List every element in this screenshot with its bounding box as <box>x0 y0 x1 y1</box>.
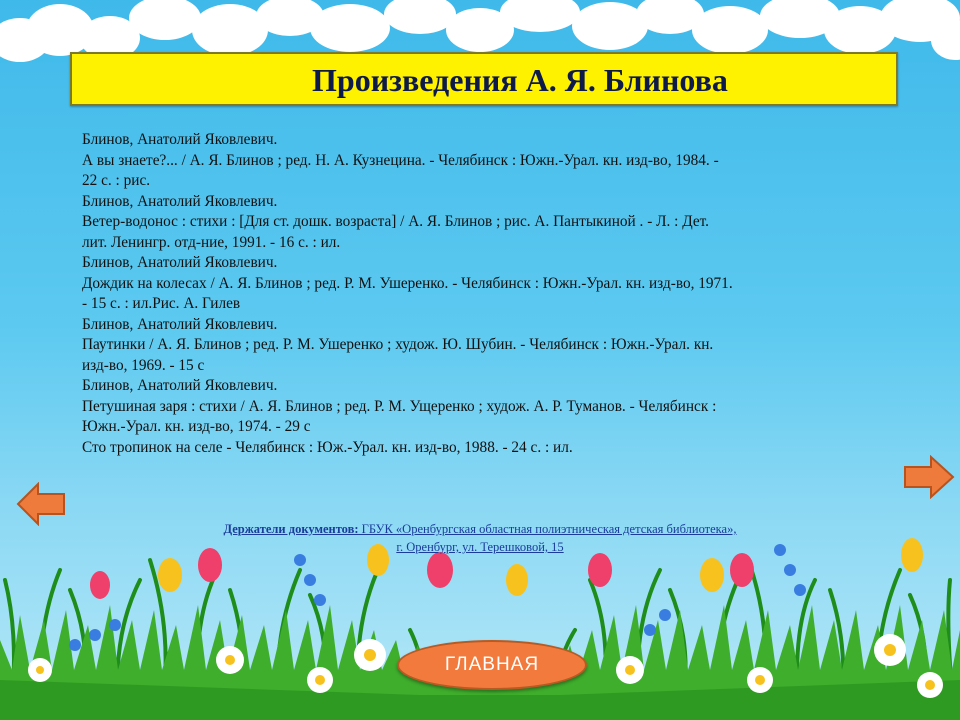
record-line: Дождик на колесах / А. Я. Блинов ; ред. Р. М. Ушеренко. - Челябинск : Южн.-Урал. кн. изд-во, 1971. <box>82 274 733 292</box>
record-line: изд-во, 1969. - 15 с <box>82 356 205 374</box>
document-holders <box>110 520 850 556</box>
bibliography-list <box>82 130 882 458</box>
record-line: Блинов, Анатолий Яковлевич. <box>82 254 278 271</box>
record-line: Сто тропинок на селе - Челябинск : Юж.-Урал. кн. изд-во, 1988. - 24 с. : ил. <box>82 438 573 456</box>
prev-slide-button[interactable] <box>16 482 66 526</box>
page-title: Произведения А. Я. Блинова <box>312 62 728 98</box>
record-line: Блинов, Анатолий Яковлевич. <box>82 315 278 333</box>
title-banner <box>70 52 898 106</box>
record-line: Блинов, Анатолий Яковлевич. <box>82 192 278 210</box>
home-button-label: ГЛАВНАЯ <box>444 654 540 675</box>
record-line: Блинов, Анатолий Яковлевич. <box>82 131 278 148</box>
holders-address-link[interactable]: г. Оренбург, ул. Терешковой, 15 <box>396 540 564 554</box>
home-button[interactable] <box>397 640 587 690</box>
record-line: А вы знаете?... / А. Я. Блинов ; ред. Н. А. Кузнецина. - Челябинск : Южн.-Урал. кн. изд-во, 1984. - <box>82 151 719 169</box>
record-line: Южн.-Урал. кн. изд-во, 1974. - 29 с <box>82 418 311 435</box>
next-slide-button[interactable] <box>903 455 955 499</box>
record-line: - 15 с. : ил.Рис. А. Гилев <box>82 295 241 312</box>
record-line: Ветер-водонос : стихи : [Для ст. дошк. возраста] / А. Я. Блинов ; рис. А. Пантыкиной . - Л. : Дет. <box>82 213 709 230</box>
arrow-right-icon <box>905 457 953 497</box>
arrow-left-icon <box>18 484 64 524</box>
record-line: Паутинки / А. Я. Блинов ; ред. Р. М. Ушеренко ; худож. Ю. Шубин. - Челябинск : Южн.-Урал. кн. <box>82 336 714 353</box>
record-line: Петушиная заря : стихи / А. Я. Блинов ; ред. Р. М. Ущеренко ; худож. А. Р. Туманов. - Челябинск : <box>82 397 717 415</box>
holders-label: Держатели документов: <box>223 522 359 536</box>
record-line: 22 с. : рис. <box>82 172 151 189</box>
holders-org-link[interactable]: ГБУК «Оренбургская областная полиэтническая детская библиотека», <box>358 522 737 536</box>
record-line: лит. Ленингр. отд-ние, 1991. - 16 с. : ил. <box>82 233 341 251</box>
record-line: Блинов, Анатолий Яковлевич. <box>82 377 278 394</box>
